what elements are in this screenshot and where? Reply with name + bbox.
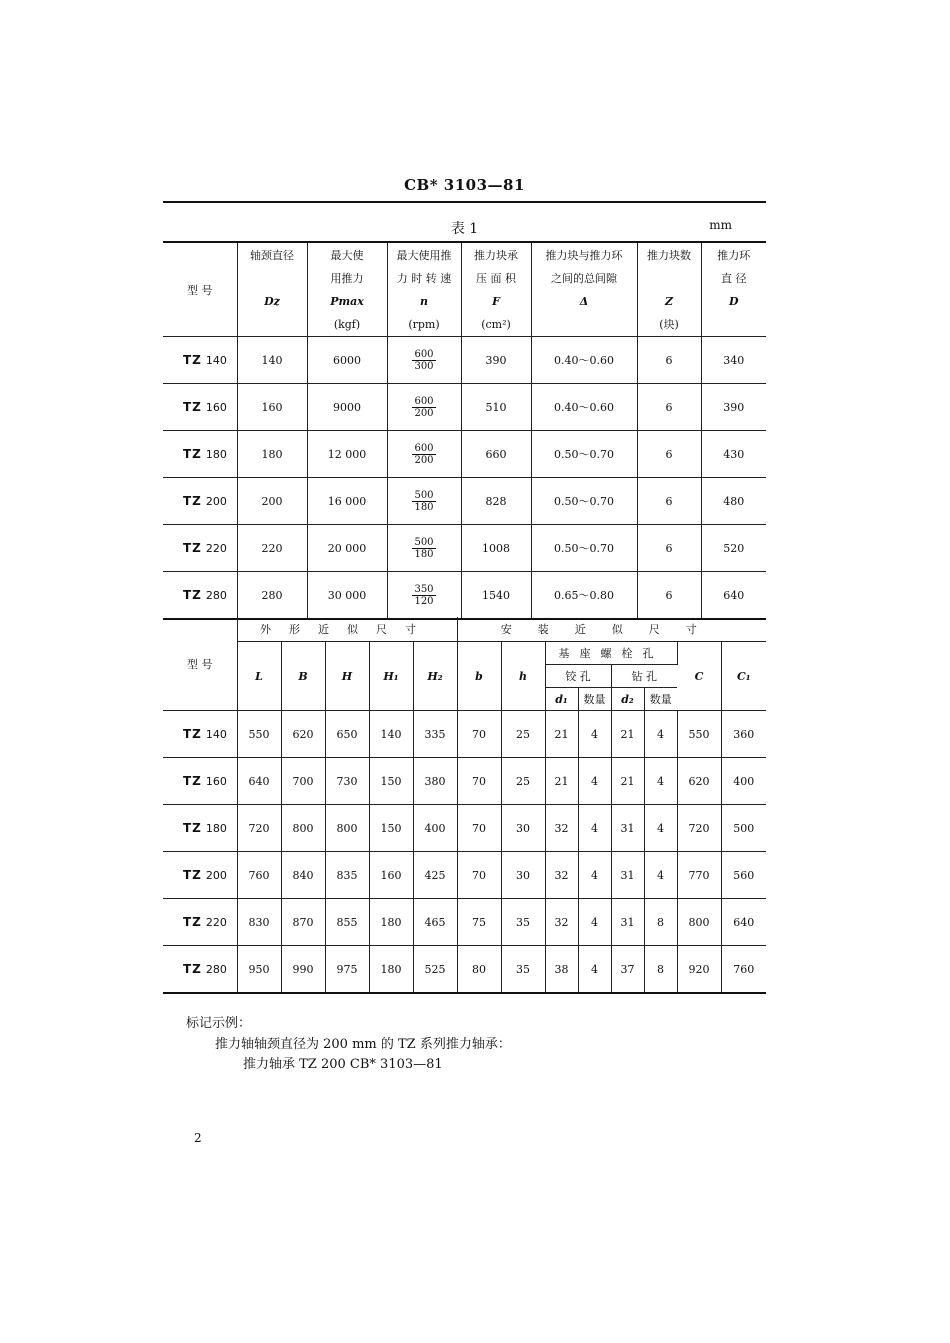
z-cell: 6 bbox=[637, 478, 701, 525]
h-cell: 30 bbox=[501, 852, 545, 899]
d2-cell: 37 bbox=[611, 946, 644, 994]
qty1-cell: 4 bbox=[578, 758, 611, 805]
b-cell: 80 bbox=[457, 946, 501, 994]
C-cell: 620 bbox=[677, 758, 721, 805]
n-cell: $\frac{500}{180}$ bbox=[387, 525, 461, 572]
col-model: 型 号 bbox=[163, 242, 237, 337]
qty2-cell: 4 bbox=[644, 758, 677, 805]
col-f: 推力块承 压 面 积 F (cm²) bbox=[461, 242, 531, 337]
qty2-cell: 4 bbox=[644, 852, 677, 899]
z-cell: 6 bbox=[637, 572, 701, 620]
b-cell: 75 bbox=[457, 899, 501, 946]
table-row bbox=[163, 478, 766, 525]
pmax-cell: 30 000 bbox=[307, 572, 387, 620]
d-cell: 520 bbox=[701, 525, 766, 572]
H2-cell: 465 bbox=[413, 899, 457, 946]
table2-header-row bbox=[163, 617, 766, 642]
C-cell: 550 bbox=[677, 711, 721, 758]
col-model: 型 号 bbox=[163, 617, 237, 711]
H-cell: 730 bbox=[325, 758, 369, 805]
col-L: L bbox=[237, 642, 281, 711]
d2-cell: 31 bbox=[611, 852, 644, 899]
H1-cell: 150 bbox=[369, 805, 413, 852]
drilled-hole-header: 钻 孔 bbox=[611, 665, 677, 688]
C1-cell: 640 bbox=[721, 899, 766, 946]
L-cell: 760 bbox=[237, 852, 281, 899]
pmax-cell: 12 000 bbox=[307, 431, 387, 478]
qty1-cell: 4 bbox=[578, 805, 611, 852]
b-cell: 70 bbox=[457, 805, 501, 852]
table1-header-row bbox=[163, 242, 766, 337]
qty2-cell: 8 bbox=[644, 899, 677, 946]
qty1-cell: 4 bbox=[578, 711, 611, 758]
table2-header-row bbox=[163, 642, 766, 665]
b-cell: 70 bbox=[457, 758, 501, 805]
f-cell: 1540 bbox=[461, 572, 531, 620]
L-cell: 950 bbox=[237, 946, 281, 994]
d-cell: 430 bbox=[701, 431, 766, 478]
n-cell: $\frac{500}{180}$ bbox=[387, 478, 461, 525]
dz-cell: 200 bbox=[237, 478, 307, 525]
table-row bbox=[163, 758, 766, 805]
H-cell: 855 bbox=[325, 899, 369, 946]
f-cell: 828 bbox=[461, 478, 531, 525]
col-h: h bbox=[501, 642, 545, 711]
col-d1: d₁ bbox=[545, 688, 578, 711]
H1-cell: 140 bbox=[369, 711, 413, 758]
d1-cell: 32 bbox=[545, 852, 578, 899]
n-cell: $\frac{600}{200}$ bbox=[387, 431, 461, 478]
bolt-holes-header: 基座螺栓孔 bbox=[545, 642, 677, 665]
table2-dimensions bbox=[163, 617, 766, 994]
d2-cell: 31 bbox=[611, 899, 644, 946]
C-cell: 920 bbox=[677, 946, 721, 994]
n-cell: $\frac{600}{300}$ bbox=[387, 337, 461, 384]
f-cell: 1008 bbox=[461, 525, 531, 572]
h-cell: 30 bbox=[501, 805, 545, 852]
model-cell: TZ 220 bbox=[163, 525, 237, 572]
d1-cell: 21 bbox=[545, 711, 578, 758]
H1-cell: 180 bbox=[369, 946, 413, 994]
col-C: C bbox=[677, 642, 721, 711]
C1-cell: 360 bbox=[721, 711, 766, 758]
z-cell: 6 bbox=[637, 337, 701, 384]
B-cell: 870 bbox=[281, 899, 325, 946]
col-b: b bbox=[457, 642, 501, 711]
H1-cell: 150 bbox=[369, 758, 413, 805]
marking-example-desc: 推力轴轴颈直径为 200 mm 的 TZ 系列推力轴承： bbox=[215, 1037, 511, 1052]
qty1-cell: 4 bbox=[578, 852, 611, 899]
table1-title: 表 1 bbox=[450, 221, 479, 237]
model-cell: TZ 280 bbox=[163, 572, 237, 620]
col-H1: H₁ bbox=[369, 642, 413, 711]
model-cell: TZ 160 bbox=[163, 758, 237, 805]
f-cell: 510 bbox=[461, 384, 531, 431]
outer-dims-header: 外形近似尺寸 bbox=[237, 617, 457, 642]
L-cell: 550 bbox=[237, 711, 281, 758]
n-cell: $\frac{350}{120}$ bbox=[387, 572, 461, 620]
table-row bbox=[163, 946, 766, 994]
table-row bbox=[163, 337, 766, 384]
pmax-cell: 9000 bbox=[307, 384, 387, 431]
model-cell: TZ 280 bbox=[163, 946, 237, 994]
d2-cell: 21 bbox=[611, 711, 644, 758]
B-cell: 990 bbox=[281, 946, 325, 994]
table-row bbox=[163, 805, 766, 852]
H-cell: 835 bbox=[325, 852, 369, 899]
dz-cell: 280 bbox=[237, 572, 307, 620]
model-cell: TZ 220 bbox=[163, 899, 237, 946]
dz-cell: 160 bbox=[237, 384, 307, 431]
pmax-cell: 20 000 bbox=[307, 525, 387, 572]
L-cell: 830 bbox=[237, 899, 281, 946]
col-C1: C₁ bbox=[721, 642, 766, 711]
B-cell: 840 bbox=[281, 852, 325, 899]
H-cell: 975 bbox=[325, 946, 369, 994]
h-cell: 25 bbox=[501, 711, 545, 758]
d-cell: 480 bbox=[701, 478, 766, 525]
d-cell: 640 bbox=[701, 572, 766, 620]
H2-cell: 335 bbox=[413, 711, 457, 758]
d1-cell: 21 bbox=[545, 758, 578, 805]
reamed-hole-header: 铰 孔 bbox=[545, 665, 611, 688]
H1-cell: 180 bbox=[369, 899, 413, 946]
pmax-cell: 16 000 bbox=[307, 478, 387, 525]
H1-cell: 160 bbox=[369, 852, 413, 899]
col-z: 推力块数 Z (块) bbox=[637, 242, 701, 337]
H-cell: 650 bbox=[325, 711, 369, 758]
dz-cell: 220 bbox=[237, 525, 307, 572]
table1-parameters bbox=[163, 241, 766, 620]
qty1-cell: 4 bbox=[578, 946, 611, 994]
table-row bbox=[163, 572, 766, 620]
C-cell: 770 bbox=[677, 852, 721, 899]
z-cell: 6 bbox=[637, 525, 701, 572]
H2-cell: 425 bbox=[413, 852, 457, 899]
H2-cell: 380 bbox=[413, 758, 457, 805]
C1-cell: 760 bbox=[721, 946, 766, 994]
f-cell: 660 bbox=[461, 431, 531, 478]
model-cell: TZ 200 bbox=[163, 852, 237, 899]
col-B: B bbox=[281, 642, 325, 711]
C-cell: 720 bbox=[677, 805, 721, 852]
d1-cell: 38 bbox=[545, 946, 578, 994]
delta-cell: 0.40～0.60 bbox=[531, 337, 637, 384]
h-cell: 35 bbox=[501, 899, 545, 946]
delta-cell: 0.50～0.70 bbox=[531, 431, 637, 478]
h-cell: 35 bbox=[501, 946, 545, 994]
table-row bbox=[163, 852, 766, 899]
d2-cell: 31 bbox=[611, 805, 644, 852]
h-cell: 25 bbox=[501, 758, 545, 805]
header-rule bbox=[163, 201, 766, 203]
b-cell: 70 bbox=[457, 852, 501, 899]
d2-cell: 21 bbox=[611, 758, 644, 805]
n-cell: $\frac{600}{200}$ bbox=[387, 384, 461, 431]
col-d2: d₂ bbox=[611, 688, 644, 711]
table-row bbox=[163, 384, 766, 431]
model-cell: TZ 200 bbox=[163, 478, 237, 525]
table-row bbox=[163, 711, 766, 758]
col-qty1: 数量 bbox=[578, 688, 611, 711]
col-H: H bbox=[325, 642, 369, 711]
d1-cell: 32 bbox=[545, 805, 578, 852]
z-cell: 6 bbox=[637, 431, 701, 478]
qty1-cell: 4 bbox=[578, 899, 611, 946]
table-row bbox=[163, 899, 766, 946]
C1-cell: 500 bbox=[721, 805, 766, 852]
model-cell: TZ 180 bbox=[163, 431, 237, 478]
table-row bbox=[163, 525, 766, 572]
table1-unit: mm bbox=[709, 218, 732, 232]
table-row bbox=[163, 431, 766, 478]
marking-example-title: 标记示例： bbox=[186, 1016, 252, 1031]
delta-cell: 0.40～0.60 bbox=[531, 384, 637, 431]
qty2-cell: 4 bbox=[644, 805, 677, 852]
marking-example-code: 推力轴承 TZ 200 CB* 3103—81 bbox=[243, 1057, 443, 1072]
col-n: 最大使用推 力 时 转 速 n (rpm) bbox=[387, 242, 461, 337]
col-d: 推力环 直 径 D bbox=[701, 242, 766, 337]
d1-cell: 32 bbox=[545, 899, 578, 946]
col-pmax: 最大使 用推力 Pmax (kgf) bbox=[307, 242, 387, 337]
delta-cell: 0.50～0.70 bbox=[531, 478, 637, 525]
dz-cell: 180 bbox=[237, 431, 307, 478]
col-dz: 轴颈直径 Dz bbox=[237, 242, 307, 337]
C1-cell: 560 bbox=[721, 852, 766, 899]
H2-cell: 400 bbox=[413, 805, 457, 852]
L-cell: 640 bbox=[237, 758, 281, 805]
page-number: 2 bbox=[194, 1131, 202, 1145]
dz-cell: 140 bbox=[237, 337, 307, 384]
document-code-header: CB* 3103—81 bbox=[404, 176, 525, 194]
delta-cell: 0.50～0.70 bbox=[531, 525, 637, 572]
model-cell: TZ 140 bbox=[163, 337, 237, 384]
f-cell: 390 bbox=[461, 337, 531, 384]
d-cell: 390 bbox=[701, 384, 766, 431]
L-cell: 720 bbox=[237, 805, 281, 852]
b-cell: 70 bbox=[457, 711, 501, 758]
B-cell: 800 bbox=[281, 805, 325, 852]
delta-cell: 0.65～0.80 bbox=[531, 572, 637, 620]
H-cell: 800 bbox=[325, 805, 369, 852]
col-delta: 推力块与推力环 之间的总间隙 Δ bbox=[531, 242, 637, 337]
model-cell: TZ 140 bbox=[163, 711, 237, 758]
model-cell: TZ 180 bbox=[163, 805, 237, 852]
z-cell: 6 bbox=[637, 384, 701, 431]
col-qty2: 数量 bbox=[644, 688, 677, 711]
qty2-cell: 4 bbox=[644, 711, 677, 758]
C1-cell: 400 bbox=[721, 758, 766, 805]
B-cell: 700 bbox=[281, 758, 325, 805]
C-cell: 800 bbox=[677, 899, 721, 946]
B-cell: 620 bbox=[281, 711, 325, 758]
H2-cell: 525 bbox=[413, 946, 457, 994]
col-H2: H₂ bbox=[413, 642, 457, 711]
install-dims-header: 安装近似尺寸 bbox=[457, 617, 766, 642]
pmax-cell: 6000 bbox=[307, 337, 387, 384]
d-cell: 340 bbox=[701, 337, 766, 384]
qty2-cell: 8 bbox=[644, 946, 677, 994]
model-cell: TZ 160 bbox=[163, 384, 237, 431]
